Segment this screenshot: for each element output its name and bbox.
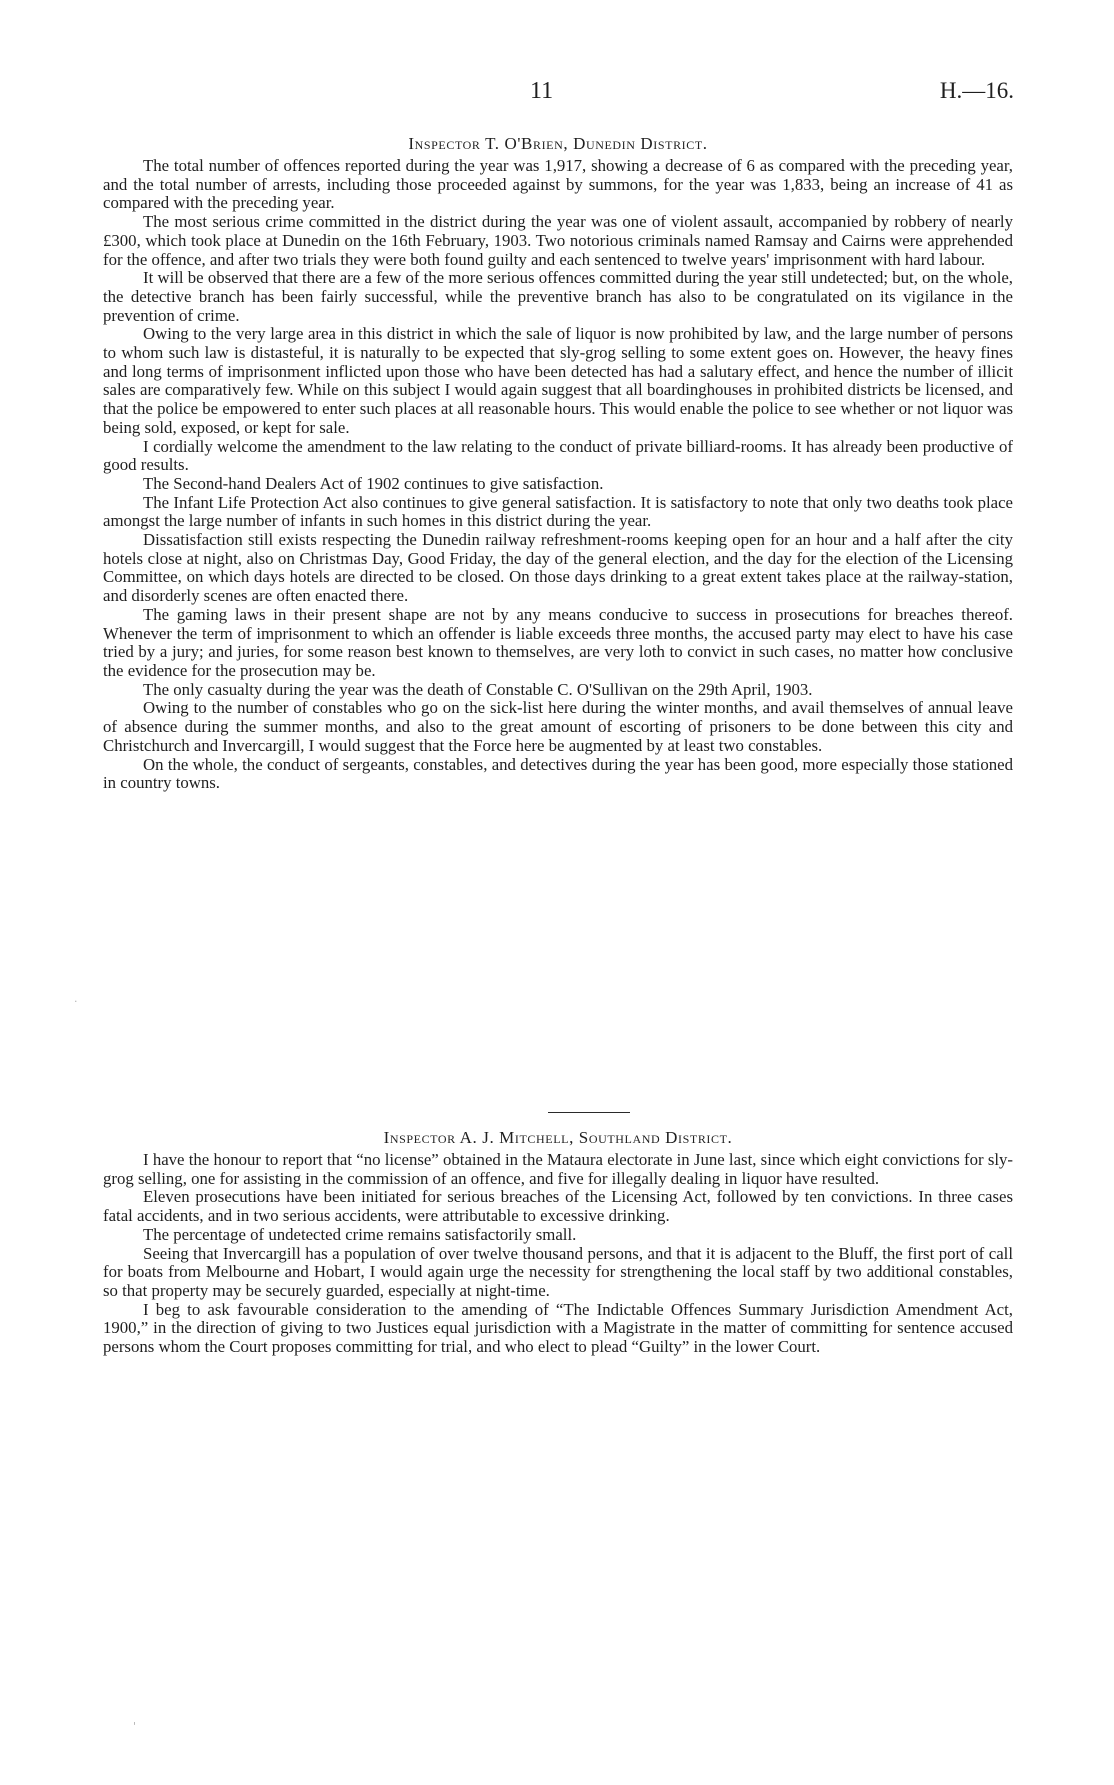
- paragraph: I beg to ask favourable consideration to the amending of “The Indictable Offences Summary Jurisdiction Amendment Act, 1900,” in the direction of giving to two Justices equal jurisdiction with a Magistrate in the matter of committing for sentence accused persons whom the Court proposes committing for trial, and who elect to plead “Guilty” in the lower Court.: [103, 1299, 1013, 1357]
- page-header: [0, 78, 1114, 108]
- paragraph: The Infant Life Protection Act also continues to give general satisfaction. It is satisfactory to note that only two deaths took place amongst the large number of infants in such homes in this district during the year.: [103, 492, 1013, 531]
- paragraph: It will be observed that there are a few of the more serious offences committed during the year still undetected; but, on the whole, the detective branch has been fairly successful, while the preventive branch has also to be congratulated on its vigilance in the prevention of crime.: [103, 268, 1013, 325]
- section-heading: Inspector A. J. Mitchell, Southland District.: [383, 1128, 733, 1147]
- paragraph: On the whole, the conduct of sergeants, constables, and detectives during the year has been good, more especially those stationed in country towns.: [103, 754, 1013, 793]
- paragraph: Dissatisfaction still exists respecting the Dunedin railway refreshment-rooms keeping open for an hour and a half after the city hotels close at night, also on Christmas Day, Good Friday, the day of the general election, and the day for the election of the Licensing Committee, on which days hotels are directed to be closed. On those days drinking to a great extent takes place at the railway-station, and disorderly scenes are often enacted there.: [103, 530, 1013, 606]
- paragraph: The only casualty during the year was the death of Constable C. O'Sullivan on the 29th April, 1903.: [143, 679, 813, 699]
- paragraph: The gaming laws in their present shape are not by any means conducive to success in prosecutions for breaches thereof. Whenever the term of imprisonment to which an offender is liable exceeds three months, the accused party may elect to have his case tried by a jury; and juries, for some reason best known to themselves, are very loth to convict in such cases, no matter how conclusive the evidence for the prosecution may be.: [103, 604, 1013, 680]
- scan-speck: ': [133, 1720, 137, 1733]
- paper-reference: H.—16.: [939, 78, 1014, 103]
- paragraph: I have the honour to report that “no license” obtained in the Mataura electorate in June last, since which eight convictions for sly-grog selling, one for assisting in the commission of an offence, and five for illegally dealing in liquor have resulted.: [103, 1150, 1013, 1188]
- section-southland-district: [103, 1128, 1013, 1357]
- paragraph: The total number of offences reported during the year was 1,917, showing a decrease of 6 as compared with the preceding year, and the total number of arrests, including those proceeded against by summons, for the year was 1,833, being an increase of 41 as compared with the preceding year.: [103, 156, 1013, 213]
- paragraph: The most serious crime committed in the district during the year was one of violent assault, accompanied by robbery of nearly £300, which took place at Dunedin on the 16th February, 1903. Two notorious criminals named Ramsay and Cairns were apprehended for the offence, and after two trials they were both found guilty and each sentenced to twelve years' imprisonment with hard labour.: [103, 212, 1013, 269]
- paragraph: Owing to the very large area in this district in which the sale of liquor is now prohibited by law, and the large number of persons to whom such law is distasteful, it is naturally to be expected that sly-grog selling to some extent goes on. However, the heavy fines and long terms of imprisonment inflicted upon those who have been detected has had a salutary effect, and hence the number of illicit sales are comparatively few. While on this subject I would again suggest that all boardinghouses in prohibited districts be licensed, and that the police be empowered to enter such places at all reasonable hours. This would enable the police to see whether or not liquor was being sold, exposed, or kept for sale.: [103, 324, 1013, 437]
- paragraph: I cordially welcome the amendment to the law relating to the conduct of private billiard-rooms. It has already been productive of good results.: [103, 436, 1013, 475]
- paragraph: The percentage of undetected crime remains satisfactorily small.: [143, 1224, 577, 1244]
- paragraph: Seeing that Invercargill has a population of over twelve thousand persons, and that it is adjacent to the Bluff, the first port of call for boats from Melbourne and Hobart, I would again urge the necessity for strengthening the local staff by two additional constables, so that property may be securely guarded, especially at night-time.: [103, 1243, 1013, 1300]
- paragraph: Eleven prosecutions have been initiated for serious breaches of the Licensing Act, followed by ten convictions. In three cases fatal accidents, and in two serious accidents, were attributable to excessive drinking.: [103, 1187, 1013, 1226]
- section-dunedin-district: [103, 134, 1013, 793]
- paragraph: The Second-hand Dealers Act of 1902 continues to give satisfaction.: [143, 473, 604, 493]
- section-heading: Inspector T. O'Brien, Dunedin District.: [408, 134, 708, 153]
- paragraph: Owing to the number of constables who go on the sick-list here during the winter months, and avail themselves of annual leave of absence during the summer months, and also to the great amount of escorting of prisoners to be done between this city and Christchurch and Invercargill, I would suggest that the Force here be augmented by at least two constables.: [103, 698, 1013, 755]
- scan-speck: ·: [74, 995, 78, 1008]
- section-divider: [548, 1112, 630, 1113]
- page-number: 11: [530, 78, 554, 104]
